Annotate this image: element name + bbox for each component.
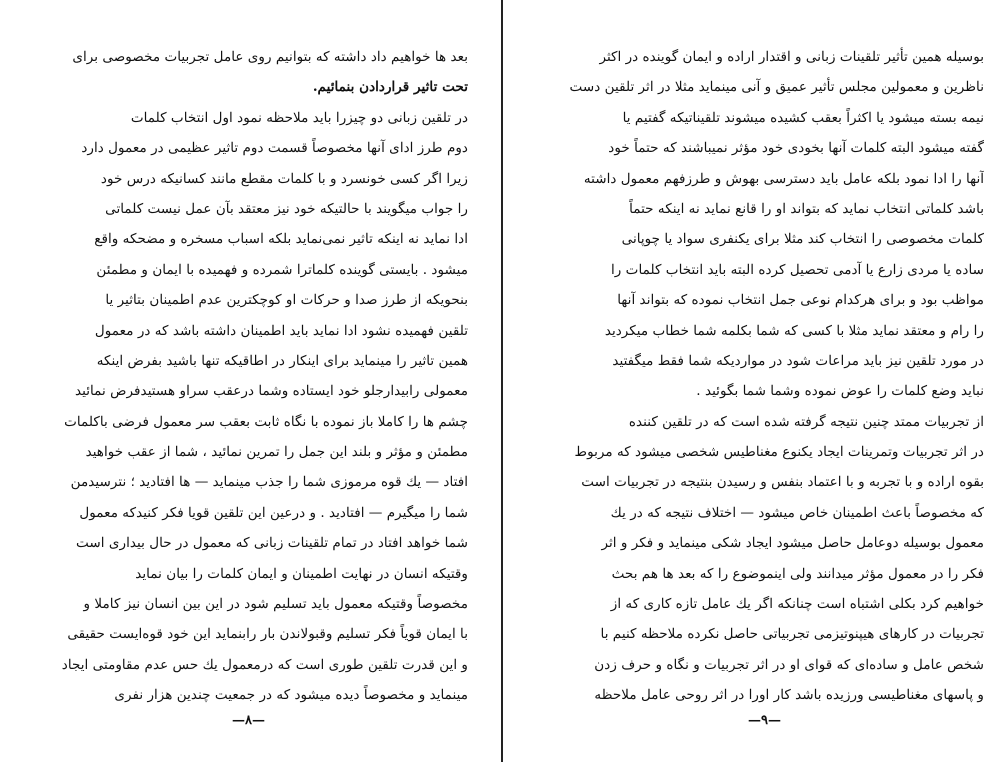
text-line: زیرا اگر کسی خونسرد و با کلمات مقطع مانند کسانیکه درس خود	[100, 170, 468, 187]
text-line: در تلقین زبانی دو چیزرا باید ملاحظه نمود اول انتخاب کلمات	[130, 109, 468, 126]
text-line: خواهیم کرد بکلی اشتباه است چنانکه اگر یك عامل تازه کاری که از	[610, 596, 984, 613]
text-line: و این قدرت تلقین طوری است که درمعمول یك حس عدم مقاومتی ایجاد	[61, 656, 468, 673]
text-line: فکر را در معمول مؤثر میدانند ولی اینموضوع را که بعد ها هم بحث	[611, 565, 984, 582]
text-line: باشد کلماتی انتخاب نماید که بتواند او را قانع نماید نه اینکه حتماً	[629, 200, 984, 217]
text-line: در اثر تجربیات وتمرینات ایجاد یکنوع مغناطیس شخصی میشود که مربوط	[574, 444, 984, 461]
text-line: افتاد — یك قوه مرموزی شما را جذب مینماید — ها افتادید ؛ نترسیدمن	[70, 474, 468, 491]
text-line: مطمئن و مؤثر و بلند این جمل را تمرین نمائید ، شما از عقب خواهید	[85, 444, 468, 461]
page-number: —۸—	[232, 713, 265, 728]
text-line: در مورد تلقین نیز باید مراعات شود در مواردیکه شما فقط میگفتید	[612, 352, 984, 369]
text-line: بعد ها خواهیم داد داشته که بتوانیم روی عامل تجربیات مخصوصی برای	[72, 49, 468, 65]
text-line: نیمه بسته میشود یا اکثراً بعقب کشیده میشوند تلقیناتیکه گفتیم یا	[622, 109, 984, 126]
text-line: بقوه اراده و با تجربه و با اعتماد بنفس و رسیدن بنتیجه در تجربیات است	[581, 474, 984, 491]
text-line: ساده یا مردی زارع یا آدمی تحصیل کرده البته باید انتخاب کلمات را	[611, 261, 984, 278]
text-line: و پاسهای مغناطیسی ورزیده باشد کار اورا در اثر روحی عامل ملاحظه	[594, 687, 984, 704]
text-line: بنحویکه از طرز صدا و حرکات او کوچکترین عدم اطمینان بتاثیر یا	[105, 292, 468, 309]
page-number: —۹—	[748, 713, 781, 728]
text-line: مخصوصاً وقتیکه معمول باید تسلیم شود در این بین انسان نیز کاملا و	[83, 596, 468, 613]
text-line: تلقین فهمیده نشود ادا نماید باید اطمینان داشته باشد که در معمول	[94, 322, 468, 339]
text-line: تجربیات در کارهای هیپنوتیزمی تجربیاتی حاصل نکرده ملاحظه کنیم با	[600, 626, 984, 643]
text-line: شما خواهد افتاد در تمام تلقینات زبانی که معمول در حال بیداری است	[76, 535, 468, 552]
text-line: کلمات مخصوصی را انتخاب کند مثلا برای یکنفری سواد یا چوپانی	[621, 231, 984, 248]
text-line: همین تاثیر را مینماید برای اینکار در اطاقیکه تنها باشید بفرض اینکه	[96, 352, 468, 369]
text-line: دوم طرز ادای آنها مخصوصاً قسمت دوم تاثیر عظیمی در معمول دارد	[81, 140, 468, 157]
text-line: وقتیکه انسان در نهایت اطمینان و ایمان کلمات را بیان نماید	[135, 565, 468, 582]
right-page-text	[560, 42, 984, 711]
text-line: میشود . بایستی گوینده کلماترا شمرده و فهمیده با ایمان و مطمئن	[96, 261, 468, 278]
text-line: را جواب میگویند با حالتیکه خود نیز معتقد بآن عمل نیست کلماتی	[105, 200, 468, 217]
text-line: شخص عامل و ساده‌ای که قوای او در اثر تجربیات و نگاه و حرف زدن	[594, 656, 984, 673]
text-line: از تجربیات ممتد چنین نتیجه گرفته شده است که در تلقین کننده	[628, 413, 984, 430]
text-line: آنها را ادا نمود بلکه عامل باید دسترسی بهوش و طرزفهم معمول داشته	[583, 170, 984, 187]
text-line: ناظرین و معمولین مجلس تأثیر عمیق و آنی مینماید مثلا در اثر تلقین دست	[569, 79, 984, 96]
text-line: ادا نماید نه اینکه تاثیر نمی‌نماید بلکه اسباب مسخره و مضحکه واقع	[94, 231, 468, 248]
text-line: مواظب بود و برای هرکدام نوعی جمل انتخاب نموده که بتواند آنها	[617, 292, 984, 309]
text-line: معمولی رابیدارجلو خود ایستاده وشما درعقب سراو هستیدفرض نمائید	[75, 383, 468, 400]
text-line: مینماید و مخصوصاً دیده میشود که در جمعیت چندین هزار نفری	[114, 687, 468, 704]
text-line: شما را میگیرم — افتادید . و درعین این تلقین قویا فکر کنیدکه معمول	[79, 504, 468, 521]
text-line: چشم ها را کاملا باز نموده با نگاه ثابت بعقب سر معمول فرضی باکلمات	[64, 413, 468, 430]
text-line: بوسیله همین تأثیر تلقینات زبانی و اقتدار اراده و ایمان گوینده در اکثر	[599, 49, 984, 65]
text-line: نباید وضع کلمات را عوض نموده وشما شما بگوئید .	[696, 383, 984, 400]
text-line: را رام و معتقد نماید مثلا با کسی که شما بکلمه شما خطاب میکردید	[604, 322, 984, 339]
page-divider	[501, 0, 503, 762]
left-page	[0, 0, 502, 762]
right-page	[506, 0, 1007, 762]
text-line: تحت تاثیر قراردادن بنمائیم.	[312, 79, 468, 96]
text-line: با ایمان قویاً فکر تسلیم وقبولاندن بار رابنماید این خود قوه‌ایست حقیقی	[67, 626, 468, 643]
text-line: که مخصوصاً باعث اطمینان خاص میشود — اختلاف نتیجه که در یك	[610, 504, 984, 521]
left-page-text	[36, 42, 468, 711]
text-line: گفته میشود البته کلمات آنها بخودی خود مؤثر نمیباشند که حتماً خود	[608, 140, 984, 157]
text-line: معمول بوسیله دوعامل حاصل میشود ایجاد شکی مینماید و فکر و اثر	[601, 535, 984, 552]
